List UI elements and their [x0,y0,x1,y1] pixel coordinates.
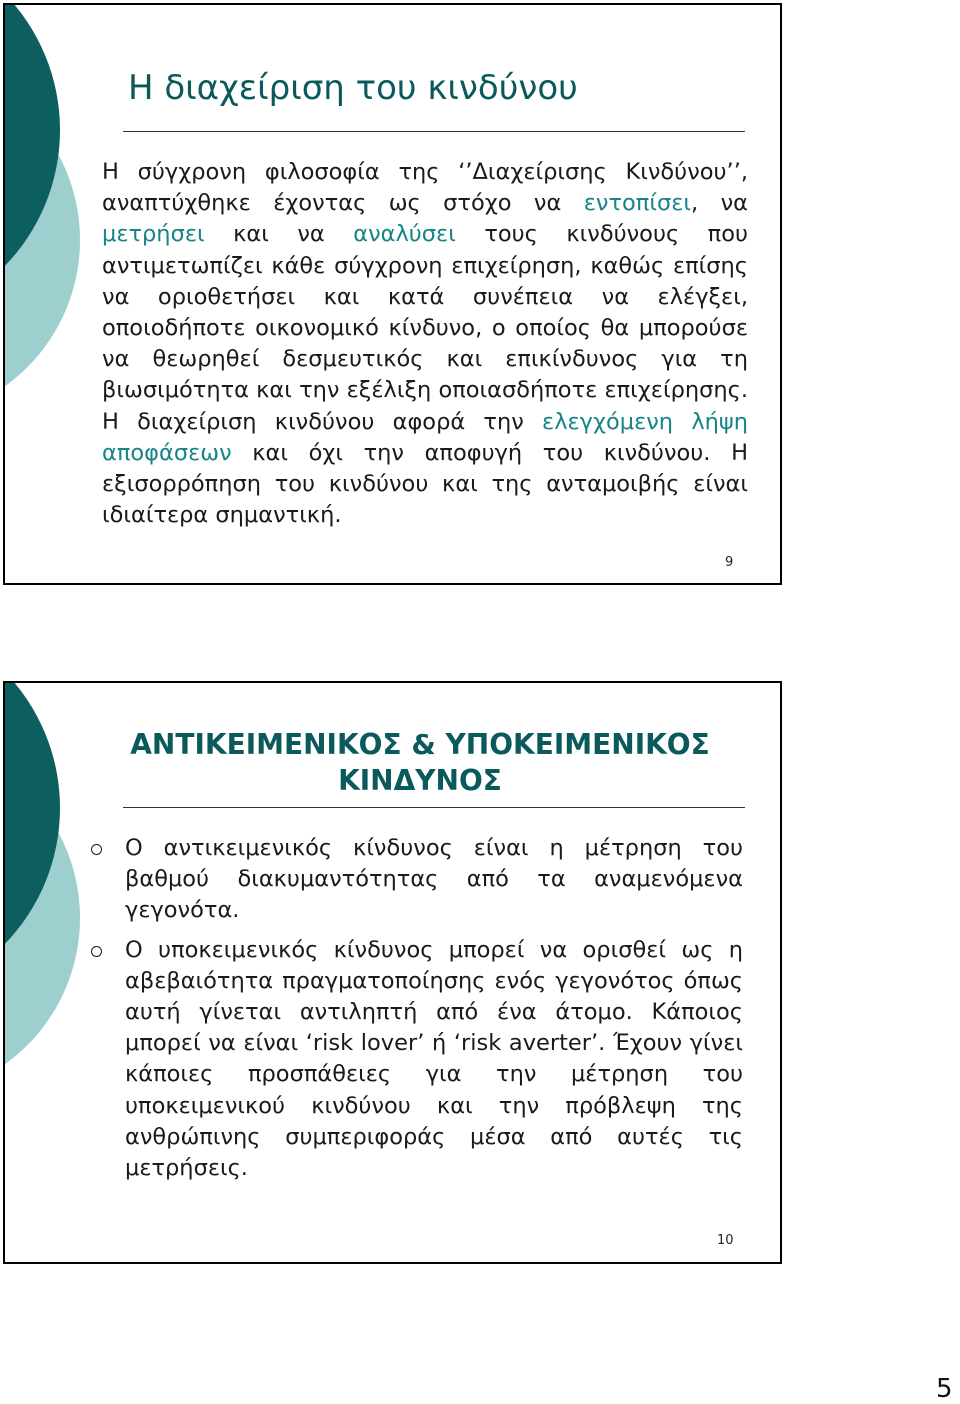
slide-number: 10 [717,1233,734,1248]
slide-title: ΑΝΤΙΚΕΙΜΕΝΙΚΟΣ & ΥΠΟΚΕΙΜΕΝΙΚΟΣ ΚΙΝΔΥΝΟΣ [130,728,710,797]
highlighted-term: μετρήσει [102,221,205,248]
title-divider [123,131,745,132]
slide-10 [3,681,782,1264]
bullet-text: Ο αντικειμενικός κίνδυνος είναι η μέτρηση του βαθμού διακυμαντότητας από τα αναμενόμενα γεγονότα. [125,835,743,924]
body-text-run: τους κινδύνους που αντιμετωπίζει κάθε σύγχρονη επιχείρηση, καθώς επίσης να οριοθετήσει και κατά συνέπεια να ελέγξει, οποιοδήποτε οικονομικό κίνδυνο, ο οποίος θα μπορούσε να θεωρηθεί δεσμευτικός και επικίνδυνος για τη βιωσιμότητα και την εξέλιξη οποιασδήποτε επιχείρησης. Η διαχείριση κινδύνου αφορά την [102,221,749,435]
body-text-run: , να [691,190,748,217]
title-divider [123,807,745,808]
highlighted-term: εντοπίσει [583,190,691,217]
slide-9 [3,3,782,585]
body-text-run: και να [204,221,354,248]
bullet-circle-icon [91,844,102,855]
bullet-item [75,935,743,1185]
slide-number: 9 [725,555,734,570]
bullet-circle-icon [91,946,102,957]
highlighted-term: αναλύσει [353,221,456,248]
highlighted-term: ελεγχόμενη λήψη αποφάσεων [102,408,748,466]
bullet-list [75,833,743,1192]
body-text-run: και όχι την αποφυγή του κινδύνου. Η εξισορρόπηση του κινδύνου και της ανταμοιβής είναι ιδιαίτερα σημαντική. [102,439,748,529]
slide-title: Η διαχείριση του κινδύνου [128,68,578,108]
bullet-text: Ο υποκειμενικός κίνδυνος μπορεί να ορισθεί ως η αβεβαιότητα πραγματοποίησης ενός γεγονότος όπως αυτή γίνεται αντιληπτή από ένα άτομο. Κάποιος μπορεί να είναι ‘risk lover’ ή ‘risk averter’. Έχουν γίνει κάποιες προσπάθειες για την μέτρηση του υποκειμενικού κινδύνου και την πρόβλεψη της ανθρώπινης συμπεριφοράς μέσα από αυτές τις μετρήσεις. [125,936,743,1182]
bullet-item [75,833,743,927]
body-text-run: Η σύγχρονη φιλοσοφία της ‘’Διαχείρισης Κινδύνου’’, αναπτύχθηκε έχοντας ως στόχο να [102,159,748,217]
page-number: 5 [936,1374,953,1404]
slide-body-text [102,157,748,531]
